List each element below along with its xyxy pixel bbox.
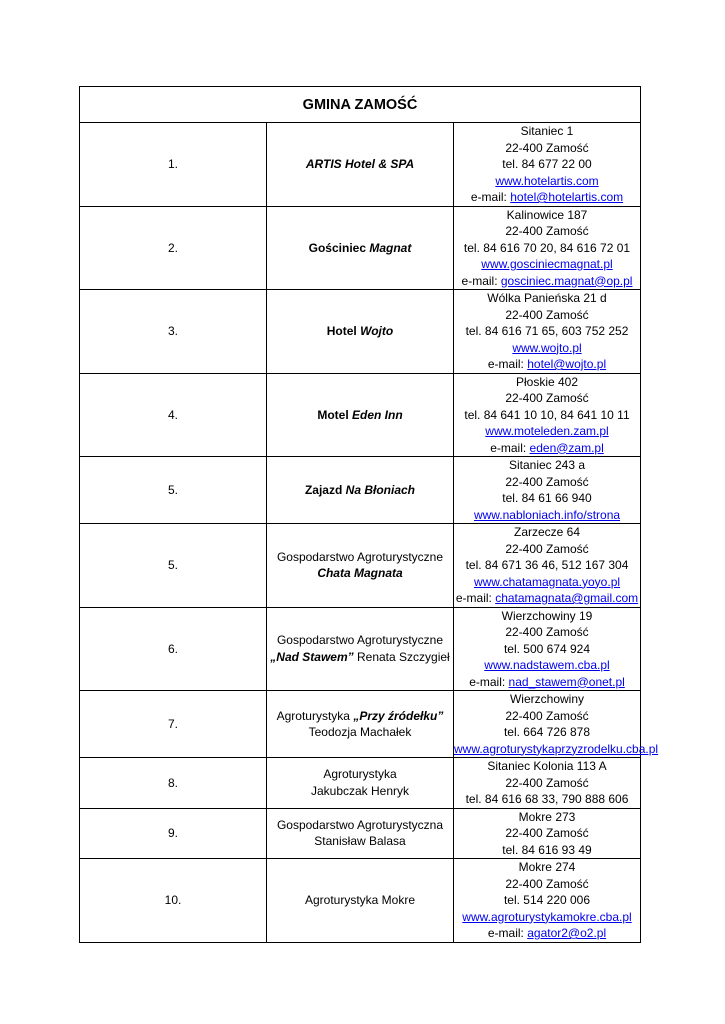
table-row [80, 758, 641, 809]
address-street: Wierzchowiny 19 [501, 608, 593, 623]
website-link[interactable]: www.wojto.pl [512, 340, 582, 355]
contact-cell [454, 758, 641, 809]
table-row [80, 290, 641, 374]
address-street: Sitaniec Kolonia 113 A [487, 759, 607, 773]
business-name-text: Motel [317, 407, 352, 422]
address-postal: 22-400 Zamość [505, 474, 589, 489]
address-postal: 22-400 Zamość [505, 224, 589, 238]
email-link[interactable]: eden@zam.pl [529, 440, 604, 455]
row-number: 5. [80, 524, 267, 608]
business-name-line [267, 632, 453, 649]
business-name-line [267, 323, 453, 340]
address-street: Mokre 273 [518, 809, 576, 824]
row-number: 8. [80, 758, 267, 809]
email-line [454, 356, 640, 373]
business-name-text: Hotel [326, 324, 361, 338]
business-name-text: Eden Inn [352, 407, 403, 422]
business-name-text: Magnat [369, 240, 412, 255]
business-name-text: Jakubczak Henryk [310, 783, 410, 798]
email-label: e-mail: [469, 674, 509, 689]
website-line [454, 909, 640, 926]
phone-text: tel. 84 616 71 65, 603 752 252 [465, 324, 629, 338]
email-line [454, 590, 640, 607]
email-link[interactable]: gosciniec.magnat@op.pl [500, 273, 633, 288]
website-link[interactable]: www.nadstawem.cba.pl [484, 658, 610, 672]
business-name-text: Stanisław Balasa [314, 834, 406, 849]
business-name-text: Teodozja Machałek [308, 725, 412, 739]
table-title-row [80, 87, 641, 123]
accommodation-table [79, 86, 659, 943]
email-link[interactable]: hotel@hotelartis.com [510, 190, 624, 204]
address-street: Mokre 274 [518, 860, 576, 874]
contact-cell [454, 859, 641, 943]
table-row [80, 808, 641, 859]
business-name-text: „Nad Stawem” [270, 649, 354, 664]
email-line [454, 189, 640, 206]
business-name [267, 859, 454, 943]
address-street: Kalinowice 187 [506, 207, 588, 222]
business-name-line [267, 407, 453, 424]
website-line [454, 741, 659, 758]
business-name [267, 206, 454, 290]
business-name-line [267, 724, 453, 741]
business-name-text: Gościniec [308, 240, 370, 255]
address-postal: 22-400 Zamość [505, 307, 589, 322]
address-street: Zarzecze 64 [513, 525, 581, 539]
contact-cell [454, 123, 641, 207]
business-name-line [267, 766, 453, 783]
row-number: 4. [80, 373, 267, 457]
business-name [267, 691, 454, 758]
business-name [267, 808, 454, 859]
website-link[interactable]: www.agroturystykaprzyzrodelku.cba.pl [454, 741, 659, 756]
row-number: 2. [80, 206, 267, 290]
phone-text: tel. 84 671 36 46, 512 167 304 [465, 558, 629, 572]
business-name-text: Gospodarstwo Agroturystyczne [276, 633, 444, 648]
contact-cell [454, 373, 641, 457]
business-name [267, 758, 454, 809]
business-name-line [267, 783, 453, 800]
business-name-line [267, 156, 453, 173]
address-postal: 22-400 Zamość [505, 826, 589, 840]
contact-cell [454, 290, 641, 374]
row-number: 1. [80, 123, 267, 207]
business-name [267, 290, 454, 374]
business-name [267, 123, 454, 207]
address-postal: 22-400 Zamość [505, 708, 589, 723]
row-number: 6. [80, 607, 267, 691]
table-title: GMINA ZAMOŚĆ [80, 87, 641, 123]
email-label: e-mail: [470, 190, 511, 204]
row-number: 9. [80, 808, 267, 859]
business-name-line [267, 549, 453, 566]
address-postal: 22-400 Zamość [505, 625, 589, 639]
email-label: e-mail: [461, 273, 501, 288]
website-link[interactable]: www.agroturystykamokre.cba.pl [462, 909, 632, 924]
business-name-text: Zajazd [304, 482, 346, 497]
phone-text: tel. 514 220 006 [503, 893, 591, 907]
contact-cell [454, 524, 641, 608]
row-number: 5. [80, 457, 267, 524]
contact-cell [454, 808, 641, 859]
website-link[interactable]: www.hotelartis.com [495, 173, 599, 188]
business-name-line [267, 708, 453, 725]
business-name-text: Agroturystyka [276, 708, 354, 723]
address-postal: 22-400 Zamość [505, 876, 589, 891]
website-link[interactable]: www.chatamagnata.yoyo.pl [473, 574, 621, 589]
row-number: 7. [80, 691, 267, 758]
email-line [454, 925, 640, 942]
business-name [267, 457, 454, 524]
website-line [454, 256, 640, 273]
address-street: Sitaniec 243 a [508, 458, 586, 472]
website-line [454, 340, 640, 357]
table-row [80, 859, 641, 943]
website-link[interactable]: www.moteleden.zam.pl [485, 424, 609, 438]
website-line [454, 173, 640, 190]
contact-cell [454, 691, 659, 758]
table-row [80, 457, 641, 524]
address-postal: 22-400 Zamość [505, 775, 589, 790]
business-name-text: Wojto [360, 324, 394, 338]
phone-text: tel. 84 616 70 20, 84 616 72 01 [463, 240, 631, 255]
table-row [80, 206, 641, 290]
business-name-text: Agroturystyka Mokre [304, 893, 416, 907]
table-row [80, 373, 641, 457]
address-street: Sitaniec 1 [520, 124, 574, 138]
business-name-text: Gospodarstwo Agroturystyczne [276, 549, 444, 564]
email-link[interactable]: chatamagnata@gmail.com [495, 591, 639, 605]
business-name-text: Agroturystyka [323, 767, 397, 782]
website-line [454, 574, 640, 591]
business-name-line [267, 833, 453, 850]
phone-text: tel. 84 677 22 00 [502, 157, 592, 171]
business-name [267, 373, 454, 457]
business-name [267, 524, 454, 608]
address-postal: 22-400 Zamość [505, 391, 589, 405]
phone-text: tel. 500 674 924 [503, 641, 591, 656]
phone-text: tel. 84 641 10 10, 84 641 10 11 [464, 407, 630, 422]
business-name [267, 607, 454, 691]
website-line [454, 507, 640, 524]
email-label: e-mail: [487, 357, 528, 371]
email-label: e-mail: [490, 440, 530, 455]
email-link[interactable]: nad_stawem@onet.pl [508, 674, 625, 689]
website-link[interactable]: www.gosciniecmagnat.pl [481, 257, 613, 271]
business-name-text: Gospodarstwo Agroturystyczna [276, 817, 444, 832]
email-line [454, 440, 640, 457]
email-link[interactable]: agator2@o2.pl [527, 926, 607, 940]
phone-text: tel. 84 616 93 49 [502, 842, 592, 857]
business-name-text: Renata Szczygieł [353, 649, 450, 664]
phone-text: tel. 84 61 66 940 [502, 491, 592, 505]
business-name-line [267, 649, 453, 666]
business-name-line [267, 892, 453, 909]
website-line [454, 423, 640, 440]
address-postal: 22-400 Zamość [505, 541, 589, 556]
business-name-line [267, 565, 453, 582]
address-street: Wólka Panieńska 21 d [487, 291, 607, 305]
address-postal: 22-400 Zamość [505, 140, 589, 155]
table-row [80, 123, 641, 207]
email-label: e-mail: [455, 591, 496, 605]
email-link[interactable]: hotel@wojto.pl [527, 357, 607, 371]
table-row [80, 524, 641, 608]
website-link[interactable]: www.nabloniach.info/strona [473, 507, 621, 522]
business-name-text: Chata Magnata [317, 566, 403, 581]
address-street: Płoskie 402 [515, 374, 579, 389]
email-label: e-mail: [487, 926, 528, 940]
table-row [80, 607, 641, 691]
business-name-line [267, 482, 453, 499]
contact-cell [454, 607, 641, 691]
email-line [454, 273, 640, 290]
website-line [454, 657, 640, 674]
address-street: Wierzchowiny [509, 692, 584, 706]
row-number: 10. [80, 859, 267, 943]
contact-cell [454, 457, 641, 524]
email-line [454, 674, 640, 691]
phone-text: tel. 84 616 68 33, 790 888 606 [465, 792, 629, 806]
business-name-text: ARTIS Hotel & SPA [305, 157, 415, 171]
business-name-text: Na Błoniach [345, 482, 416, 497]
business-name-line [267, 240, 453, 257]
phone-text: tel. 664 726 878 [503, 725, 591, 739]
table-row [80, 691, 641, 758]
business-name-text: „Przy źródełku” [353, 708, 444, 723]
contact-cell [454, 206, 641, 290]
business-name-line [267, 817, 453, 834]
row-number: 3. [80, 290, 267, 374]
